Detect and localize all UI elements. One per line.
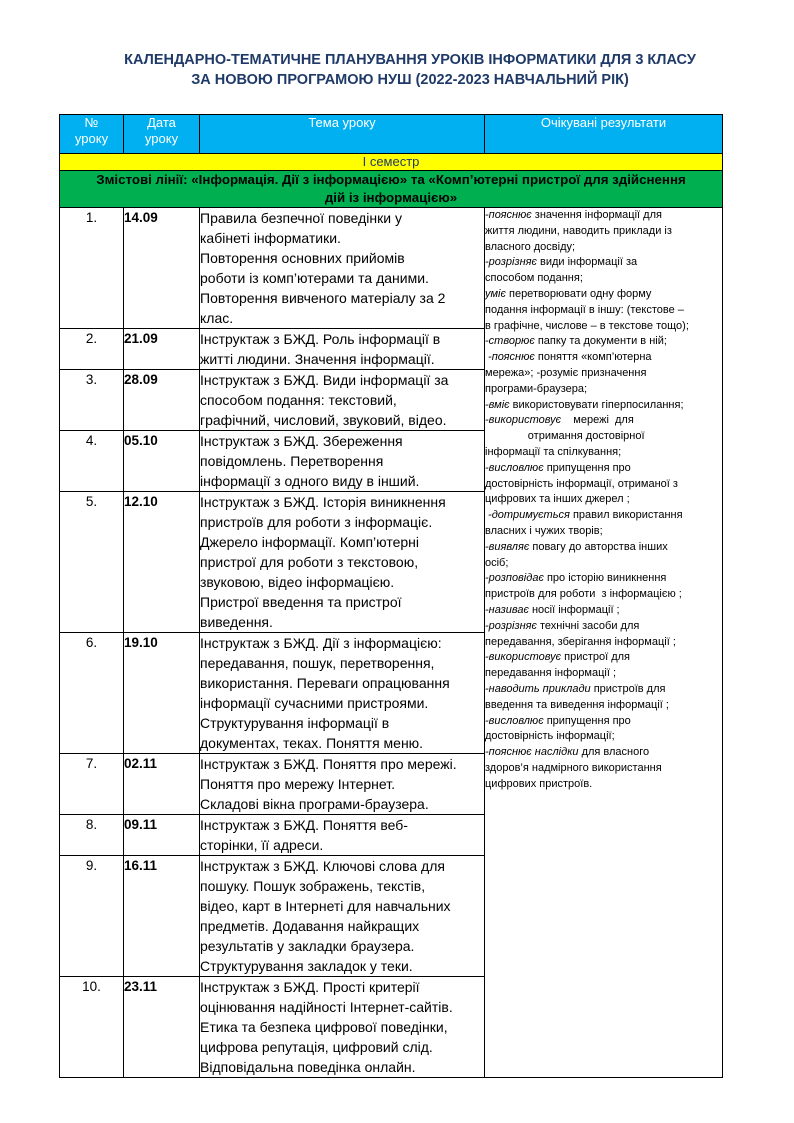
result-text: для власного [578,746,650,759]
lesson-topic-line: Інструктаж з БЖД. Ключові слова для [200,858,445,874]
lesson-topic-line: цифрова репутація, цифровий слід. [200,1039,433,1055]
result-verb: -пояснює [485,351,535,364]
result-text: технічні засоби для [536,619,640,632]
result-text: повагу до авторства інших [529,540,668,553]
lesson-topic-line: Структурування інформації в [200,715,390,731]
result-verb: -розрізняє [485,256,537,269]
expected-result-line [485,382,722,398]
lesson-date: 19.10 [124,633,200,754]
lesson-date: 21.09 [124,329,200,370]
lesson-topic-line: житті людини. Значення інформації. [200,351,435,367]
lesson-topic-line: Інструктаж з БЖД. Збереження [200,433,403,449]
lesson-topic-line: відео, карт в Інтернеті для навчальних [200,898,451,914]
result-text: цифрових пристроїв. [485,777,593,790]
expected-result-line [485,635,722,651]
result-text: інформації та спілкування; [485,445,622,458]
lesson-date: 28.09 [124,370,200,431]
lesson-topic-line: Складові вікна програми-браузера. [200,796,429,812]
result-text: мережі для [561,414,634,427]
lesson-topic-line: Інструктаж з БЖД. Види інформації за [200,372,449,388]
expected-result-line [485,208,722,224]
document-title [60,50,760,90]
lesson-topic-line: передавання, пошук, перетворення, [200,655,435,671]
result-verb: -використовує [485,414,562,427]
result-text: введення та виведення інформації ; [485,698,669,711]
expected-result-line [485,303,722,319]
lesson-topic-line: Відповідальна поведінка онлайн. [200,1059,416,1075]
lesson-topic-line: повідомлень. Перетворення [200,453,384,469]
result-verb: -виявляє [485,540,530,553]
result-text: припущення про [543,714,631,727]
lesson-topic-line: Повторення вивченого матеріалу за 2 [200,290,446,306]
lesson-plan-table [59,114,723,1078]
result-verb: -розповідає [485,572,544,585]
header-date-line-1: Дата [147,115,176,130]
lesson-number: 2. [60,329,124,370]
expected-result-line [485,477,722,493]
expected-result-line [485,271,722,287]
lesson-topic-line: клас. [200,310,234,326]
result-text: мережа»; -розуміє призначення [485,366,647,379]
lesson-topic-line: Інструктаж з БЖД. Поняття про мережі. [200,756,457,772]
content-lines-line-2: дій із інформацією» [324,190,458,205]
expected-result-line [485,319,722,335]
lesson-topic-line: Інструктаж з БЖД. Прості критерії [200,979,420,995]
result-text: пристроїв для [590,682,666,695]
content-lines-row [60,171,723,208]
result-verb: -пояснює наслідки [485,746,579,759]
result-text: подання інформації в іншу: (текстове – [485,303,684,316]
lesson-number: 7. [60,754,124,815]
result-text: значення інформації для [531,209,662,221]
header-num-line-1: № [84,115,99,130]
expected-results [485,208,723,1078]
result-text: припущення про [543,461,631,474]
lesson-topic [200,754,485,815]
lesson-topic-line: Правила безпечної поведінки у [200,210,402,226]
expected-result-line [485,524,722,540]
lesson-date: 16.11 [124,856,200,977]
expected-result-line [485,587,722,603]
expected-result-line [485,413,722,429]
header-date-line-2: уроку [144,131,179,146]
lesson-topic-line: способом подання: текстовий, [200,392,397,408]
lesson-topic [200,329,485,370]
lesson-date: 23.11 [124,977,200,1078]
lesson-topic-line: Етика та безпека цифрової поведінки, [200,1019,448,1035]
expected-result-line [485,240,722,256]
table-header-row [60,115,723,154]
lesson-number: 1. [60,208,124,329]
lesson-topic-line: документах, теках. Поняття меню. [200,735,424,751]
lesson-topic-line: Поняття про мережу Інтернет. [200,776,395,792]
result-verb: -використовує [485,651,562,664]
lesson-topic-line: пристроїв для роботи з інформаціє. [200,514,433,530]
expected-result-line [485,334,722,350]
expected-result-line [485,224,722,240]
lesson-topic [200,208,485,329]
result-verb: -називає [485,603,529,616]
result-verb: -дотримується [485,509,570,522]
lesson-date: 09.11 [124,815,200,856]
lesson-topic-line: Структурування закладок у теки. [200,958,413,974]
header-lesson-date [124,115,200,154]
result-verb: -пояснює [485,209,532,221]
result-verb: -вміє [485,398,510,411]
expected-result-line [485,761,722,777]
lesson-number: 9. [60,856,124,977]
table-row [60,208,723,329]
lesson-date: 05.10 [124,431,200,492]
result-text: в графічне, числове – в текстове тощо); [485,319,689,332]
result-text: осіб; [485,556,509,569]
result-verb: -висловлює [485,461,544,474]
expected-result-line [485,350,722,366]
lesson-topic-line: сторінки, її адреси. [200,837,324,853]
header-lesson-topic: Тема уроку [200,115,485,154]
result-text: носії інформації ; [528,603,620,616]
result-text: отримання достовірної [485,430,645,443]
result-text: способом подання; [485,272,583,285]
lesson-number: 6. [60,633,124,754]
expected-result-line [485,398,722,414]
expected-result-line [485,461,722,477]
expected-result-line [485,287,722,303]
lesson-topic-line: Інструктаж з БЖД. Роль інформації в [200,331,441,347]
expected-result-line [485,682,722,698]
result-text: власних і чужих творів; [485,524,603,537]
lesson-date: 14.09 [124,208,200,329]
lesson-number: 4. [60,431,124,492]
lesson-topic [200,815,485,856]
lesson-number: 5. [60,492,124,633]
lesson-topic-line: графічний, числовий, звуковий, відео. [200,412,447,428]
expected-result-line [485,698,722,714]
result-text: використовувати гіперпосилання; [509,398,684,411]
result-text: поняття «комп’ютерна [534,351,652,364]
lesson-topic-line: інформації з одного виду в інший. [200,473,420,489]
lesson-number: 3. [60,370,124,431]
lesson-topic [200,370,485,431]
result-text: життя людини, наводить приклади із [485,224,672,237]
lesson-topic-line: Повторення основних прийомів [200,250,405,266]
lesson-topic-line: виведення. [200,614,273,630]
lesson-topic [200,977,485,1078]
lesson-number: 10. [60,977,124,1078]
result-text: правил використання [569,509,683,522]
result-text: достовірність інформації; [485,730,615,743]
lesson-topic-line: Джерело інформації. Комп’ютерні [200,534,420,550]
result-text: перетворювати одну форму [505,287,652,300]
expected-result-line [485,603,722,619]
lesson-topic-line: кабінеті інформатики. [200,230,341,246]
header-num-line-2: уроку [74,131,109,146]
expected-result-line [485,556,722,572]
expected-result-line [485,429,722,445]
lesson-topic-line: звуковою, відео інформацією. [200,574,395,590]
expected-result-line [485,745,722,761]
lesson-date: 12.10 [124,492,200,633]
result-verb: -висловлює [485,714,544,727]
result-verb: уміє [485,287,506,300]
expected-result-line [485,571,722,587]
result-verb: -створює [485,335,535,348]
result-text: передавання інформації ; [485,667,617,680]
expected-result-line [485,714,722,730]
lesson-date: 02.11 [124,754,200,815]
result-verb: -розрізняє [485,619,537,632]
expected-result-line [485,777,722,793]
lesson-topic-line: оцінювання надійності Інтернет-сайтів. [200,999,453,1015]
result-verb: -наводить приклади [485,682,591,695]
lesson-topic-line: інформації сучасними пристроями. [200,695,429,711]
expected-result-line [485,366,722,382]
expected-result-line [485,445,722,461]
expected-result-line [485,540,722,556]
expected-result-line [485,729,722,745]
lesson-topic-line: Інструктаж з БЖД. Історія виникнення [200,494,446,510]
lesson-topic-line: Пристрої введення та пристрої [200,594,402,610]
lesson-topic-line: використання. Переваги опрацювання [200,675,450,691]
result-text: пристрої для [561,651,631,664]
lesson-topic-line: Інструктаж з БЖД. Поняття веб- [200,817,408,833]
header-lesson-number [60,115,124,154]
result-text: передавання, зберігання інформації ; [485,635,676,648]
semester-row [60,154,723,171]
result-text: види інформації за [536,256,638,269]
title-line-2: ЗА НОВОЮ ПРОГРАМОЮ НУШ (2022-2023 НАВЧАЛЬНИЙ РІК) [191,72,629,88]
result-text: пристроїв для роботи з інформацією ; [485,588,682,601]
result-text: папку та документи в ній; [534,335,667,348]
lesson-topic [200,431,485,492]
expected-result-line [485,666,722,682]
expected-result-line [485,508,722,524]
result-text: достовірність інформації, отриманої з [485,477,678,490]
lesson-topic-line: роботи із комп’ютерами та даними. [200,270,429,286]
lesson-topic [200,633,485,754]
lesson-topic-line: пошуку. Пошук зображень, текстів, [200,878,426,894]
semester-label: І семестр [60,154,723,171]
lesson-topic-line: предметів. Додавання найкращих [200,918,420,934]
content-lines-label [60,171,723,208]
content-lines-line-1: Змістові лінії: «Інформація. Дії з інформацією» та «Комп’ютерні пристрої для здійснення [96,172,686,187]
lesson-number: 8. [60,815,124,856]
result-text: про історію виникнення [543,572,667,585]
title-line-1: КАЛЕНДАРНО-ТЕМАТИЧНЕ ПЛАНУВАННЯ УРОКІВ ІНФОРМАТИКИ ДЛЯ 3 КЛАСУ [124,52,696,68]
result-text: здоров’я надмірного використання [485,761,662,774]
lesson-topic-line: результатів у закладки браузера. [200,938,415,954]
result-text: програми-браузера; [485,382,588,395]
lesson-topic [200,856,485,977]
expected-result-line [485,255,722,271]
lesson-topic [200,492,485,633]
result-text: власного досвіду; [485,240,576,253]
header-expected-results: Очікувані результати [485,115,723,154]
lesson-topic-line: пристрої для роботи з текстовою, [200,554,419,570]
lesson-topic-line: Інструктаж з БЖД. Дії з інформацією: [200,635,442,651]
expected-result-line [485,492,722,508]
result-text: цифрових та інших джерел ; [485,493,630,506]
expected-result-line [485,650,722,666]
expected-result-line [485,619,722,635]
